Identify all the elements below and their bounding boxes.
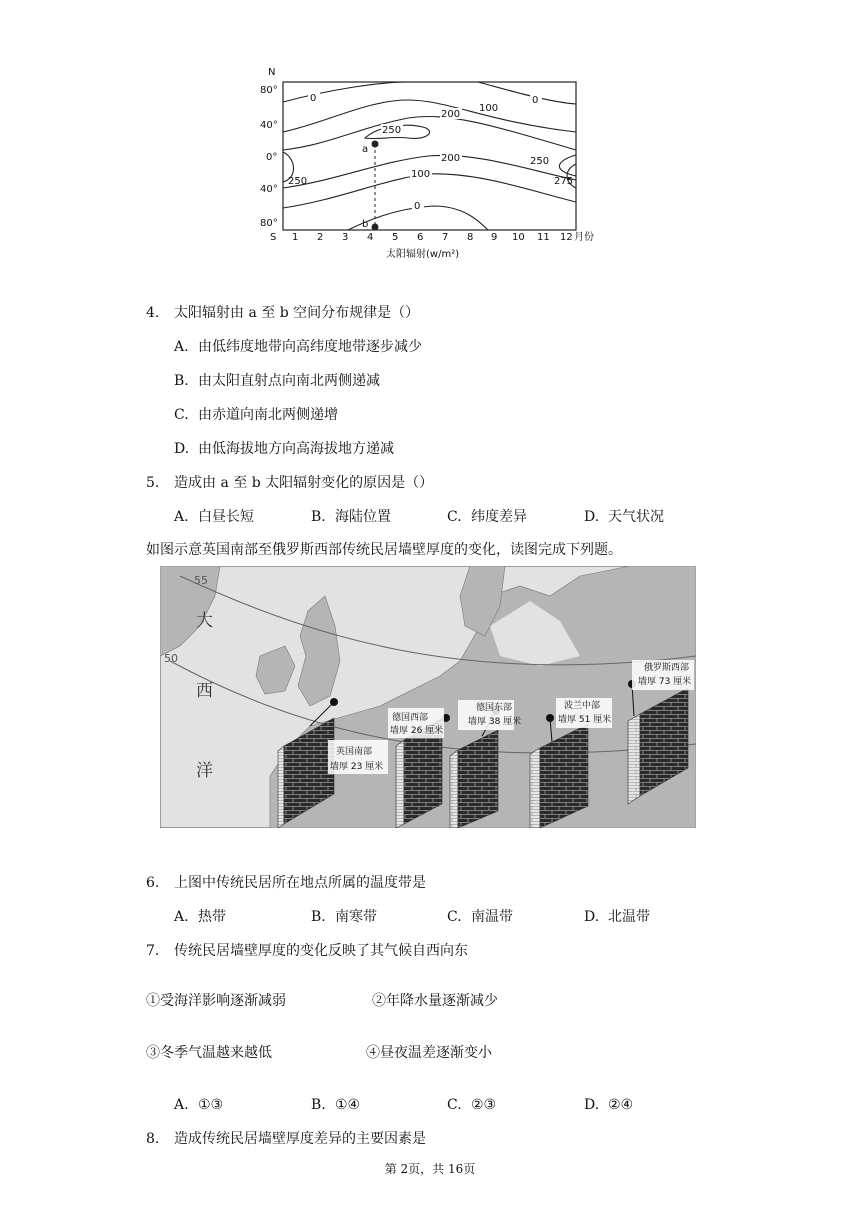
contour-label: 0 <box>310 93 317 104</box>
wall-thickness-label: 墙厚 51 厘米 <box>558 715 612 725</box>
chart-caption: 太阳辐射(w/m²) <box>386 249 460 260</box>
x-tick-label: 7 <box>442 232 449 243</box>
question-7-text: 传统民居墙壁厚度的变化反映了其气候自西向东 <box>174 943 468 959</box>
x-axis-unit: 月份 <box>574 232 594 243</box>
contour-label: 0 <box>532 95 539 106</box>
contour-label: 250 <box>382 125 402 136</box>
x-tick-label: 3 <box>342 232 349 243</box>
q6-option-b: B. 南寒带 <box>311 909 377 925</box>
y-tick-label: 0° <box>266 152 278 163</box>
y-tick-label: 80° <box>260 218 278 229</box>
x-tick-label: 11 <box>537 232 550 243</box>
point-b-label: b <box>362 219 369 230</box>
wall-region-label: 波兰中部 <box>564 701 601 711</box>
ocean-label-char: 大 <box>196 611 213 631</box>
q4-option-c: C. 由赤道向南北两侧递增 <box>174 407 338 423</box>
wall-region-label: 德国东部 <box>476 703 513 713</box>
question-5-text: 造成由 a 至 b 太阳辐射变化的原因是（） <box>174 475 434 491</box>
ocean-label-char: 西 <box>196 681 213 701</box>
solar-radiation-contour-figure <box>258 60 598 265</box>
wall-region-label: 英国南部 <box>336 747 373 757</box>
x-tick-label: 1 <box>292 232 299 243</box>
y-tick-label: 40° <box>260 184 278 195</box>
x-tick-label: 2 <box>317 232 324 243</box>
wall-thickness-label: 墙厚 38 厘米 <box>468 717 522 727</box>
contour-label: 100 <box>411 169 431 180</box>
latitude-55-label: 55 <box>194 574 208 587</box>
wall-thickness-label: 墙厚 23 厘米 <box>330 762 384 772</box>
question-5-number: 5. <box>146 475 160 491</box>
question-4-text: 太阳辐射由 a 至 b 空间分布规律是（） <box>174 305 420 321</box>
q5-option-c: C. 纬度差异 <box>447 509 527 525</box>
q7-statement-4: ④昼夜温差逐渐变小 <box>366 1045 492 1061</box>
q6-option-a: A. 热带 <box>174 909 226 925</box>
y-axis-north-label: N <box>268 67 276 78</box>
q5-option-a: A. 白昼长短 <box>174 509 254 525</box>
q7-option-d: D. ②④ <box>584 1097 634 1113</box>
q4-option-b: B. 由太阳直射点向南北两侧递减 <box>174 373 380 389</box>
point-a-marker <box>372 141 379 148</box>
q6-option-d: D. 北温带 <box>584 909 650 925</box>
x-tick-label: 6 <box>417 232 424 243</box>
wall-thickness-label: 墙厚 26 厘米 <box>390 726 444 736</box>
question-8-text: 造成传统民居墙壁厚度差异的主要因素是 <box>174 1131 426 1147</box>
q7-option-c: C. ②③ <box>447 1097 497 1113</box>
figure-2-intro: 如图示意英国南部至俄罗斯西部传统民居墙壁厚度的变化，读图完成下列题。 <box>146 542 622 558</box>
contour-label: 250 <box>530 156 550 167</box>
question-6-number: 6. <box>146 875 160 891</box>
x-tick-label: 12 <box>560 232 573 243</box>
x-tick-label: 4 <box>367 232 374 243</box>
point-a-label: a <box>362 144 369 155</box>
contour-label: 200 <box>441 109 461 120</box>
q7-statement-1: ①受海洋影响逐渐减弱 <box>146 993 286 1009</box>
x-tick-label: 9 <box>491 232 498 243</box>
q4-option-a: A. 由低纬度地带向高纬度地带逐步减少 <box>174 339 422 355</box>
y-axis-south-label: S <box>270 232 277 243</box>
contour-label: 0 <box>414 201 421 212</box>
q7-option-a: A. ①③ <box>174 1097 224 1113</box>
question-4-number: 4. <box>146 305 160 321</box>
contour-label: 200 <box>441 153 461 164</box>
page-footer: 第 2页，共 16页 <box>384 1162 476 1176</box>
q5-option-b: B. 海陆位置 <box>311 509 391 525</box>
question-8-number: 8. <box>146 1131 160 1147</box>
latitude-50-label: 50 <box>164 652 178 665</box>
point-b-marker <box>372 224 379 231</box>
x-tick-label: 5 <box>392 232 399 243</box>
q7-statement-2: ②年降水量逐渐减少 <box>372 993 498 1009</box>
contour-label: 250 <box>288 176 308 187</box>
q7-option-b: B. ①④ <box>311 1097 361 1113</box>
q5-option-d: D. 天气状况 <box>584 509 664 525</box>
contour-label: 100 <box>479 103 499 114</box>
question-7-number: 7. <box>146 943 160 959</box>
y-tick-label: 80° <box>260 85 278 96</box>
x-tick-label: 8 <box>467 232 474 243</box>
q7-statement-3: ③冬季气温越来越低 <box>146 1045 272 1061</box>
wall-region-label: 德国西部 <box>392 713 429 723</box>
contour-label: 275 <box>554 176 574 187</box>
wall-thickness-label: 墙厚 73 厘米 <box>638 677 692 687</box>
q4-option-d: D. 由低海拔地方向高海拔地方递减 <box>174 441 394 457</box>
x-tick-label: 10 <box>512 232 525 243</box>
ocean-label-char: 洋 <box>196 761 213 781</box>
wall-region-label: 俄罗斯西部 <box>644 663 690 673</box>
y-tick-label: 40° <box>260 120 278 131</box>
q6-option-c: C. 南温带 <box>447 909 513 925</box>
question-6-text: 上图中传统民居所在地点所属的温度带是 <box>174 875 426 891</box>
europe-wall-thickness-map <box>160 566 696 828</box>
